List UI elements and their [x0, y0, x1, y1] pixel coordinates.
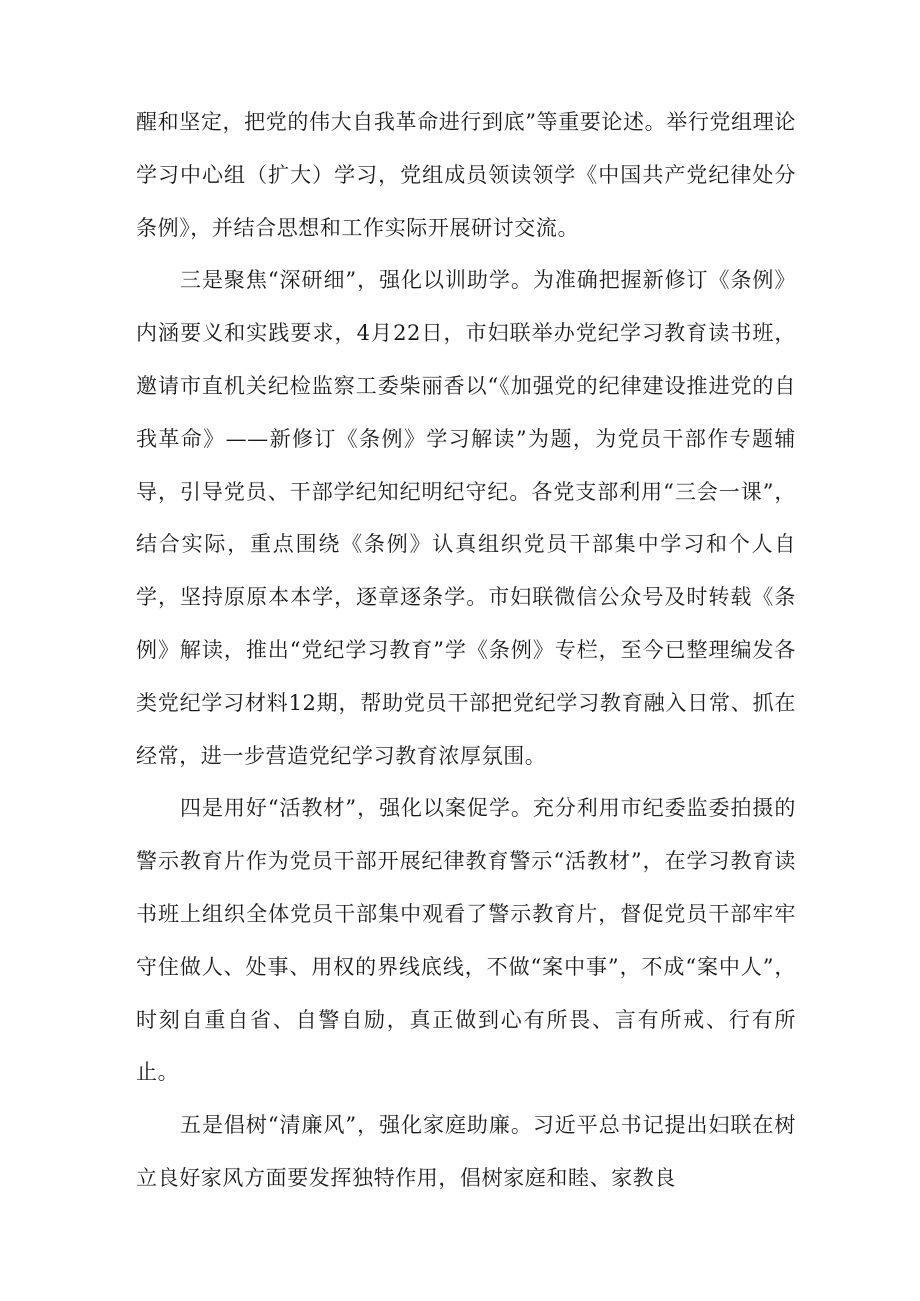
document-body	[136, 96, 796, 1205]
paragraph-family-integrity: 五是倡树“清廉风”，强化家庭助廉。习近平总书记提出妇联在树立良好家风方面要发挥独特作用，倡树家庭和睦、家教良	[136, 1113, 796, 1190]
paragraph-continued: 醒和坚定，把党的伟大自我革命进行到底”等重要论述。举行党组理论学习中心组（扩大）学习，党组成员领读领学《中国共产党纪律处分条例》，并结合思想和工作实际开展研讨交流。	[136, 110, 796, 240]
paragraph-warning-education: 四是用好“活教材”，强化以案促学。充分利用市纪委监委拍摄的警示教育片作为党员干部开展纪律教育警示“活教材”，在学习教育读书班上组织全体党员干部集中观看了警示教育片，督促党员干部牢牢守住做人、处事、用权的界线底线，不做“案中事”，不成“案中人”，时刻自重自省、自警自励，真正做到心有所畏、言有所戒、行有所止。	[136, 796, 796, 1085]
paragraph-focus-study: 三是聚焦“深研细”，强化以训助学。为准确把握新修订《条例》内涵要义和实践要求，4月22日，市妇联举办党纪学习教育读书班，邀请市直机关纪检监察工委柴丽香以“《加强党的纪律建设推进党的自我革命》——新修订《条例》学习解读”为题，为党员干部作专题辅导，引导党员、干部学纪知纪明纪守纪。各党支部利用“三会一课”，结合实际，重点围绕《条例》认真组织党员干部集中学习和个人自学，坚持原原本本学，逐章逐条学。市妇联微信公众号及时转载《条例》解读，推出“党纪学习教育”学《条例》专栏，至今已整理编发各类党纪学习材料12期，帮助党员干部把党纪学习教育融入日常、抓在经常，进一步营造党纪学习教育浓厚氛围。	[136, 268, 796, 768]
